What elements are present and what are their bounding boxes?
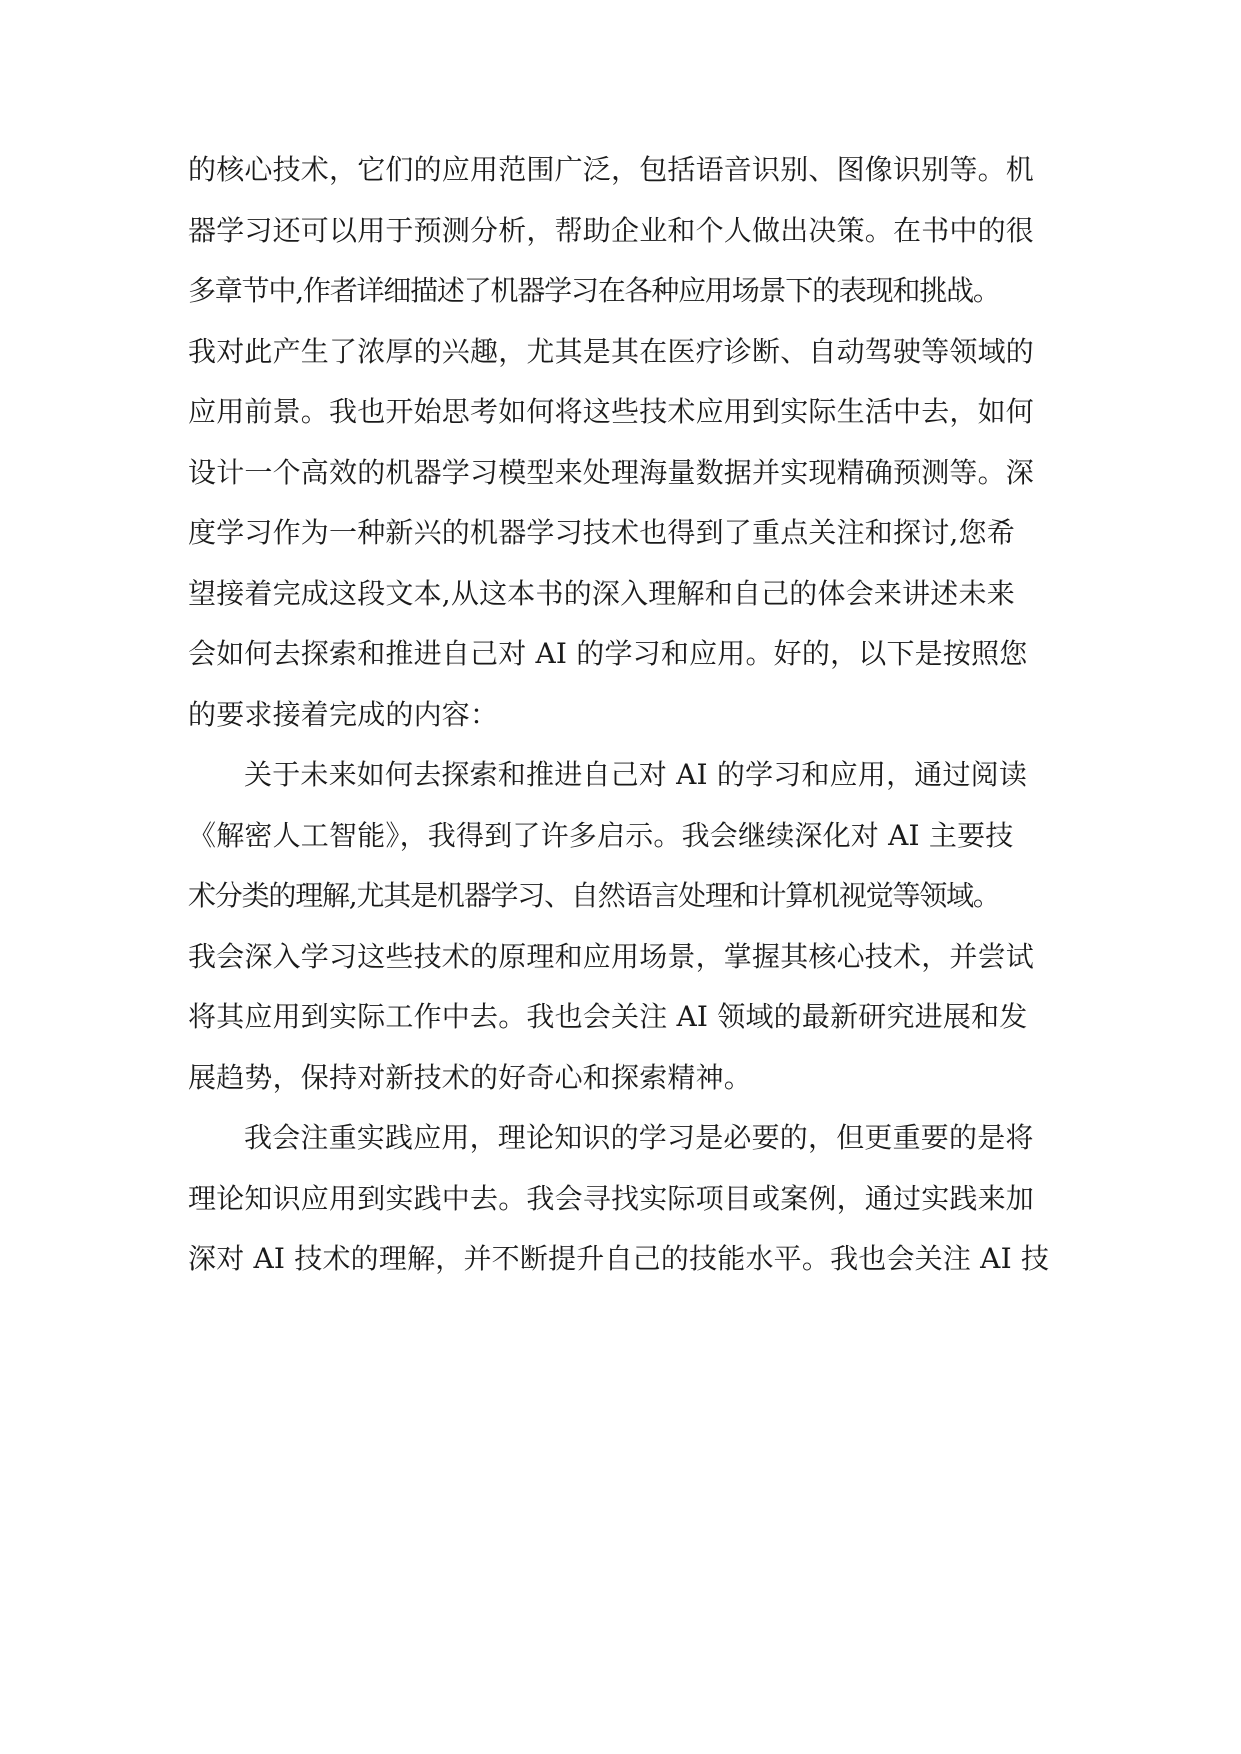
- paragraph-1: [188, 140, 1088, 745]
- text-line: 望接着完成这段文本,从这本书的深入理解和自己的体会来讲述未来: [188, 576, 1015, 610]
- text-line: 的要求接着完成的内容：: [188, 697, 499, 731]
- text-line: 我对此产生了浓厚的兴趣，尤其是其在医疗诊断、自动驾驶等领域的: [188, 334, 1035, 368]
- text-line: 《解密人工智能》，我得到了许多启示。我会继续深化对 AI 主要技: [188, 818, 1014, 852]
- text-line: 深对 AI 技术的理解，并不断提升自己的技能水平。我也会关注 AI 技: [188, 1242, 1050, 1275]
- text-line: 设计一个高效的机器学习模型来处理海量数据并实现精确预测等。深: [188, 455, 1035, 489]
- text-line: 度学习作为一种新兴的机器学习技术也得到了重点关注和探讨,您希: [188, 516, 1015, 549]
- text-line: 理论知识应用到实践中去。我会寻找实际项目或案例，通过实践来加: [188, 1181, 1035, 1215]
- text-line: 器学习还可以用于预测分析，帮助企业和个人做出决策。在书中的很: [188, 213, 1035, 247]
- text-line: 多章节中,作者详细描述了机器学习在各种应用场景下的表现和挑战。: [188, 274, 1000, 307]
- text-line: 会如何去探索和推进自己对 AI 的学习和应用。好的，以下是按照您: [188, 637, 1028, 670]
- text-line: 应用前景。我也开始思考如何将这些技术应用到实际生活中去，如何: [188, 395, 1035, 428]
- text-line: 关于未来如何去探索和推进自己对 AI 的学习和应用，通过阅读: [244, 758, 1028, 791]
- text-line: 我会注重实践应用，理论知识的学习是必要的，但更重要的是将: [244, 1121, 1034, 1154]
- text-line: 展趋势，保持对新技术的好奇心和探索精神。: [188, 1060, 753, 1094]
- text-line: 将其应用到实际工作中去。我也会关注 AI 领域的最新研究进展和发: [188, 1000, 1028, 1033]
- text-line: 的核心技术，它们的应用范围广泛，包括语音识别、图像识别等。机: [188, 153, 1035, 186]
- document-body: [188, 140, 1088, 1290]
- paragraph-3: [188, 1108, 1088, 1290]
- text-line: 术分类的理解,尤其是机器学习、自然语言处理和计算机视觉等领域。: [188, 879, 1000, 912]
- text-line: 我会深入学习这些技术的原理和应用场景，掌握其核心技术，并尝试: [188, 939, 1035, 973]
- paragraph-2: [188, 745, 1088, 1108]
